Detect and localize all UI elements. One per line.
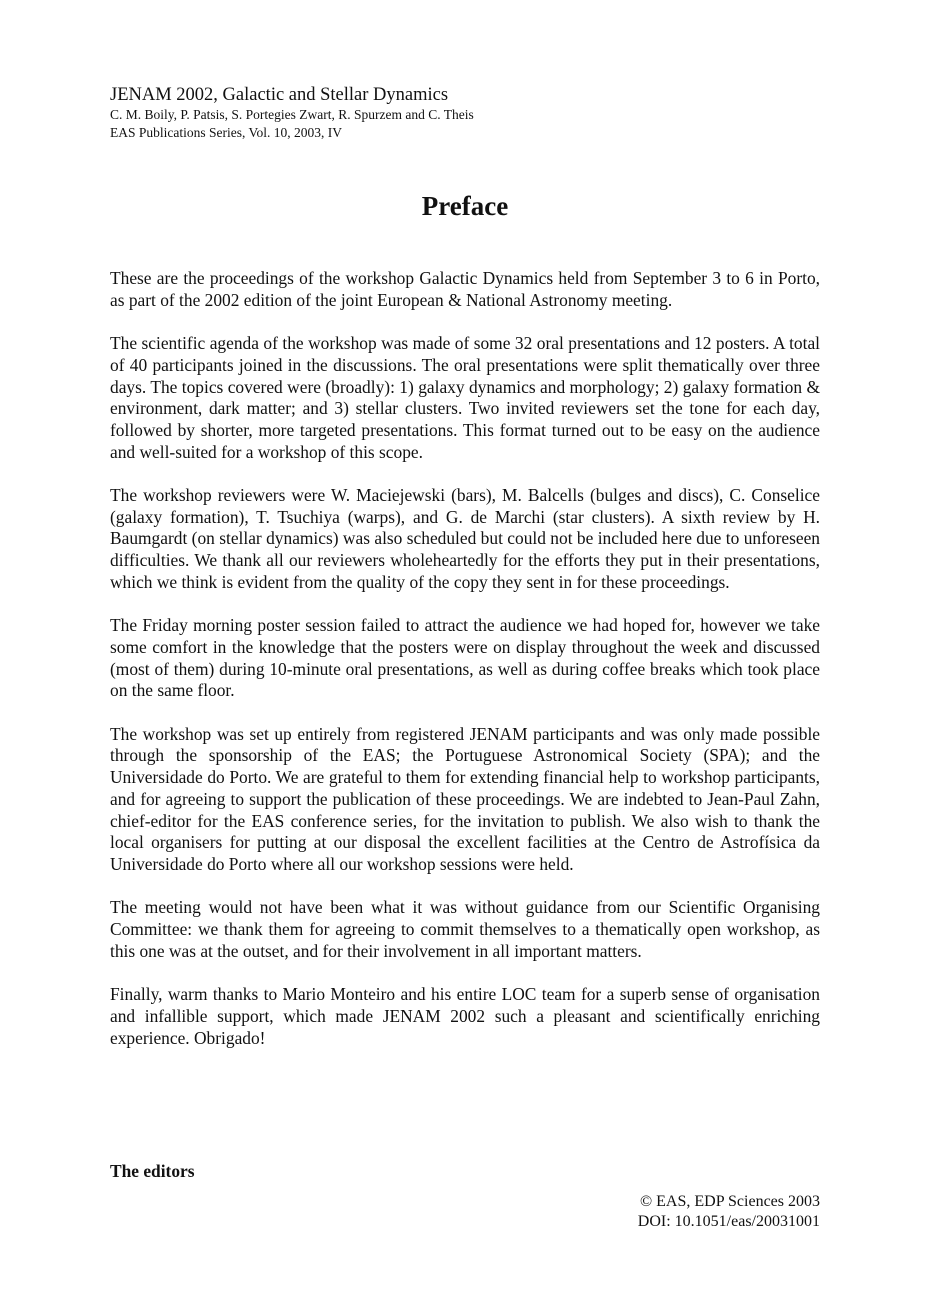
page-title: Preface	[421, 191, 509, 221]
conference-title: JENAM 2002, Galactic and Stellar Dynamics	[110, 85, 449, 105]
paragraph: The meeting would not have been what it was without guidance from our Scientific Organising Committee: we thank them for agreeing to commit themselves to a thematically open workshop, as this one was at the outset, and for their involvement in all important matters.	[110, 897, 820, 961]
document-page	[110, 84, 820, 1230]
signature: The editors	[110, 1161, 195, 1181]
copyright-notice: © EAS, EDP Sciences 2003	[640, 1193, 820, 1210]
series-info: EAS Publications Series, Vol. 10, 2003, IV	[110, 125, 343, 140]
copyright-block	[638, 1192, 820, 1232]
paragraph: These are the proceedings of the workshop Galactic Dynamics held from September 3 to 6 in Porto, as part of the 2002 edition of the joint European & National Astronomy meeting.	[110, 268, 820, 310]
paragraph: The Friday morning poster session failed to attract the audience we had hoped for, however we take some comfort in the knowledge that the posters were on display throughout the week and discussed (most of them) during 10-minute oral presentations, as well as during coffee breaks which took place on the same floor.	[110, 615, 820, 701]
paragraph: The workshop reviewers were W. Maciejewski (bars), M. Balcells (bulges and discs), C. Conselice (galaxy formation), T. Tsuchiya (warps), and G. de Marchi (star clusters). A sixth review by H. Baumgardt (on stellar dynamics) was also scheduled but could not be included here due to unforeseen difficulties. We thank all our reviewers wholeheartedly for the efforts they put in their presentations, which we think is evident from the quality of the copy they sent in for these proceedings.	[110, 485, 820, 592]
paragraph: Finally, warm thanks to Mario Monteiro and his entire LOC team for a superb sense of organisation and infallible support, which made JENAM 2002 such a pleasant and scientifically enriching experience. Obrigado!	[110, 984, 820, 1048]
doi: DOI: 10.1051/eas/20031001	[637, 1213, 820, 1230]
paragraph: The scientific agenda of the workshop was made of some 32 oral presentations and 12 posters. A total of 40 participants joined in the discussions. The oral presentations were split thematically over three days. The topics covered were (broadly): 1) galaxy dynamics and morphology; 2) galaxy formation & environment, dark matter; and 3) stellar clusters. Two invited reviewers set the tone for each day, followed by shorter, more targeted presentations. This format turned out to be easy on the audience and well-suited for a workshop of this scope.	[110, 333, 820, 462]
paragraph: The workshop was set up entirely from registered JENAM participants and was only made possible through the sponsorship of the EAS; the Portuguese Astronomical Society (SPA); and the Universidade do Porto. We are grateful to them for extending financial help to workshop participants, and for agreeing to support the publication of these proceedings. We are indebted to Jean-Paul Zahn, chief-editor for the EAS conference series, for the invitation to publish. We also wish to thank the local organisers for putting at our disposal the excellent facilities at the Centro de Astrofísica da Universidade do Porto where all our workshop sessions were held.	[110, 723, 820, 874]
editors-list: C. M. Boily, P. Patsis, S. Portegies Zwart, R. Spurzem and C. Theis	[110, 107, 474, 122]
running-header	[110, 84, 820, 142]
preface-body	[110, 268, 820, 1071]
